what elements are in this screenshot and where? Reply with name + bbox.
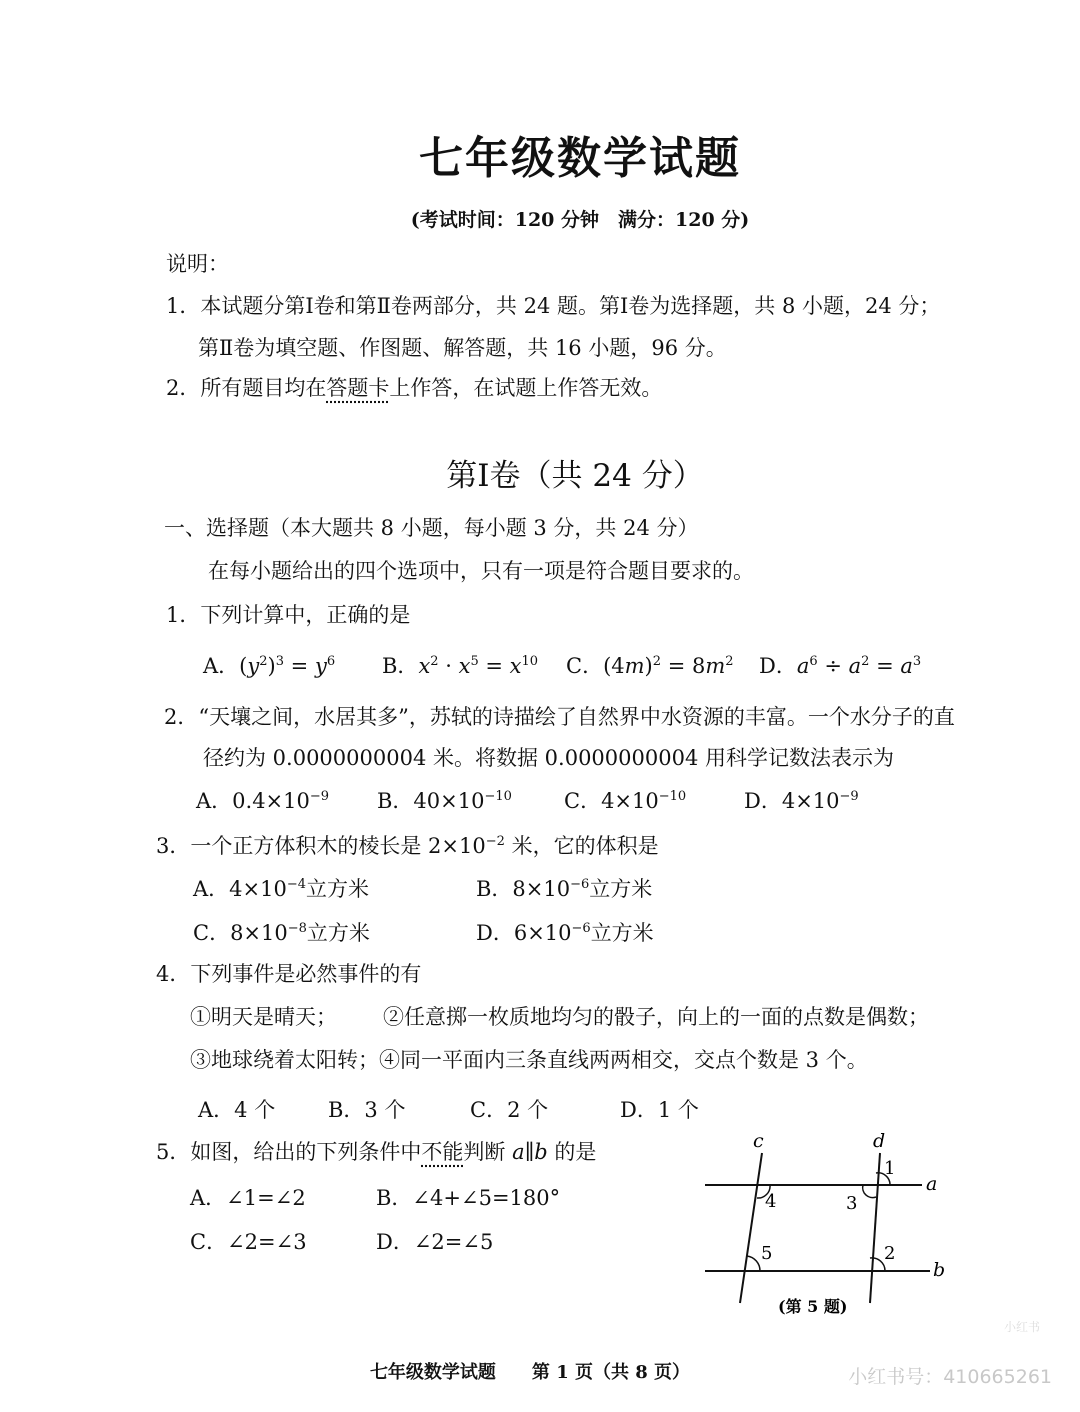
line-d (870, 1153, 880, 1303)
q1-d-eq: = (869, 654, 901, 678)
q1-a-result: y (314, 654, 327, 678)
angle-1-label: 1 (884, 1158, 896, 1179)
q2-d-exp: −9 (839, 789, 859, 804)
q3-a-exp: −4 (286, 877, 307, 892)
q4-stem: 4．下列事件是必然事件的有 (156, 962, 422, 986)
instruction-2 (166, 372, 662, 402)
q3-d-exp: −6 (571, 921, 591, 936)
angle-3-label: 3 (846, 1193, 858, 1214)
q1-d-a3: a (900, 654, 913, 678)
watermark-small: 小红书 (1003, 1320, 1040, 1334)
q5-option-a: A．∠1=∠2 (190, 1186, 306, 1210)
q5-figure (690, 1125, 960, 1320)
q3-b-exp: −6 (570, 877, 590, 892)
q4-event-1: ①明天是晴天； (190, 1005, 337, 1029)
q1-b-x1: x (418, 654, 431, 678)
q1-d-div: ÷ (817, 654, 849, 678)
q1-c-pre: C．(4 (566, 654, 625, 678)
q2-a-exp: −9 (309, 789, 330, 804)
q1-b-exp2: 5 (470, 654, 479, 669)
q4-event-2: ②任意掷一枚质地均匀的骰子，向上的一面的点数是偶数； (383, 1005, 929, 1029)
q5-stem-emphasis: 不能 (421, 1140, 464, 1164)
q1-c-close: ) (644, 654, 653, 678)
q5-stem-parallel: ∥ (524, 1140, 535, 1164)
q4-option-a: A．4 个 (198, 1098, 276, 1122)
q1-a-pre: A．( (203, 654, 248, 678)
q1-option-b (382, 650, 538, 680)
q1-b-x3: x (509, 654, 522, 678)
q1-option-d (759, 650, 921, 680)
line-c (740, 1153, 762, 1303)
q1-d-a1: a (796, 654, 810, 678)
q5-stem-post: 的是 (547, 1140, 597, 1164)
q1-option-c (566, 650, 734, 680)
angle-5-label: 5 (761, 1243, 773, 1264)
angle-2-label: 2 (884, 1243, 896, 1264)
q1-a-exp3: 6 (326, 654, 336, 669)
label-c: c (753, 1130, 764, 1152)
q1-option-a (203, 650, 335, 680)
q5-stem-pre: 5．如图，给出的下列条件中 (156, 1140, 422, 1164)
q1-a-close: ) (267, 654, 276, 678)
q1-c-m: m (624, 654, 645, 678)
q2-stem-line-2: 径约为 0.0000000004 米。将数据 0.0000000004 用科学记数法表示为 (203, 746, 894, 770)
q5-option-d: D．∠2=∠5 (376, 1230, 494, 1254)
angle-3-arc (863, 1185, 876, 1198)
q5-stem-a: a (512, 1140, 525, 1164)
q3-stem-post: 米，它的体积是 (504, 834, 659, 858)
label-a: a (926, 1173, 938, 1195)
q1-c-eq: = 8 (661, 654, 706, 678)
instruction-1-line-2: 第Ⅱ卷为填空题、作图题、解答题，共 16 小题，96 分。 (198, 336, 727, 360)
q4-option-b: B．3 个 (328, 1098, 406, 1122)
q2-option-d (744, 785, 859, 815)
q3-stem-pre: 3．一个正方体积木的棱长是 2×10 (156, 834, 486, 858)
q1-stem: 1．下列计算中，正确的是 (166, 603, 411, 627)
q1-b-dot: · (438, 654, 459, 678)
instruction-2-emphasis: 答题卡 (326, 376, 390, 400)
q3-c-unit: 立方米 (306, 921, 370, 945)
q4-event-3-4: ③地球绕着太阳转；④同一平面内三条直线两两相交，交点个数是 3 个。 (190, 1048, 868, 1072)
q1-d-pre: D． (759, 654, 797, 678)
q1-c-exp2: 2 (725, 654, 734, 669)
q2-option-a (196, 785, 329, 815)
watermark: 小红书号：410665261 (848, 1366, 1052, 1388)
q2-b-exp: −10 (484, 789, 512, 804)
part-note: 在每小题给出的四个选项中，只有一项是符合题目要求的。 (208, 559, 754, 583)
q4-option-d: D．1 个 (620, 1098, 699, 1122)
q1-a-exp1: 2 (259, 654, 268, 669)
q3-c-text: C．8×10 (193, 921, 288, 945)
section-title: 第Ⅰ卷（共 24 分） (446, 458, 704, 494)
q4-option-c: C．2 个 (470, 1098, 549, 1122)
angle-4-label: 4 (765, 1191, 777, 1212)
part-heading: 一、选择题（本大题共 8 小题，每小题 3 分，共 24 分） (164, 516, 699, 540)
q1-c-m2: m (705, 654, 726, 678)
q3-d-text: D．6×10 (476, 921, 572, 945)
q3-option-d (476, 917, 654, 947)
q3-option-b (476, 873, 652, 903)
exam-title: 七年级数学试题 (419, 133, 741, 184)
q2-option-b (377, 785, 512, 815)
q2-d-text: D．4×10 (744, 789, 840, 813)
q5-stem (156, 1136, 596, 1166)
q3-b-unit: 立方米 (589, 877, 653, 901)
q2-a-text: A．0.4×10 (196, 789, 310, 813)
q2-option-c (564, 785, 686, 815)
q1-b-eq: = (478, 654, 510, 678)
q3-option-c (193, 917, 370, 947)
q1-b-exp1: 2 (430, 654, 439, 669)
instruction-1-line-1: 1．本试题分第Ⅰ卷和第Ⅱ卷两部分，共 24 题。第Ⅰ卷为选择题，共 8 小题，24 分； (166, 294, 941, 318)
q1-a-base: y (247, 654, 260, 678)
q1-d-exp2: 2 (861, 654, 870, 669)
q3-d-unit: 立方米 (590, 921, 654, 945)
q5-option-b: B．∠4+∠5=180° (376, 1186, 561, 1210)
q1-c-exp1: 2 (652, 654, 662, 669)
q1-b-exp3: 10 (521, 654, 539, 669)
q3-stem-exp: −2 (485, 834, 505, 849)
q2-c-text: C．4×10 (564, 789, 659, 813)
q5-option-c: C．∠2=∠3 (190, 1230, 307, 1254)
q2-b-text: B．40×10 (377, 789, 485, 813)
q3-c-exp: −8 (287, 921, 307, 936)
q1-d-a2: a (848, 654, 862, 678)
instruction-2-post: 上作答，在试题上作答无效。 (389, 376, 663, 400)
q3-a-text: A．4×10 (193, 877, 287, 901)
q5-stem-mid: 判断 (463, 1140, 513, 1164)
angle-5-arc (747, 1256, 760, 1271)
q1-a-eq: = (284, 654, 315, 678)
q1-a-exp2: 3 (275, 654, 284, 669)
q3-a-unit: 立方米 (306, 877, 370, 901)
q1-b-x2: x (458, 654, 471, 678)
q3-option-a (193, 873, 369, 903)
q1-d-exp3: 3 (912, 654, 922, 669)
exam-meta: (考试时间：120 分钟 满分：120 分) (410, 209, 750, 231)
instructions-label: 说明： (166, 252, 229, 276)
label-b: b (933, 1259, 946, 1281)
q1-d-exp1: 6 (809, 654, 818, 669)
q2-c-exp: −10 (658, 789, 687, 804)
label-d: d (873, 1130, 886, 1152)
figure-caption: (第 5 题) (778, 1297, 848, 1316)
q3-b-text: B．8×10 (476, 877, 571, 901)
q2-stem-line-1: 2．“天壤之间，水居其多”，苏轼的诗描绘了自然界中水资源的丰富。一个水分子的直 (164, 705, 955, 729)
q5-stem-b: b (534, 1140, 548, 1164)
page-footer: 七年级数学试题 第 1 页（共 8 页） (369, 1362, 691, 1383)
instruction-2-pre: 2．所有题目均在 (166, 376, 327, 400)
q1-b-pre: B． (382, 654, 419, 678)
q3-stem (156, 830, 659, 860)
